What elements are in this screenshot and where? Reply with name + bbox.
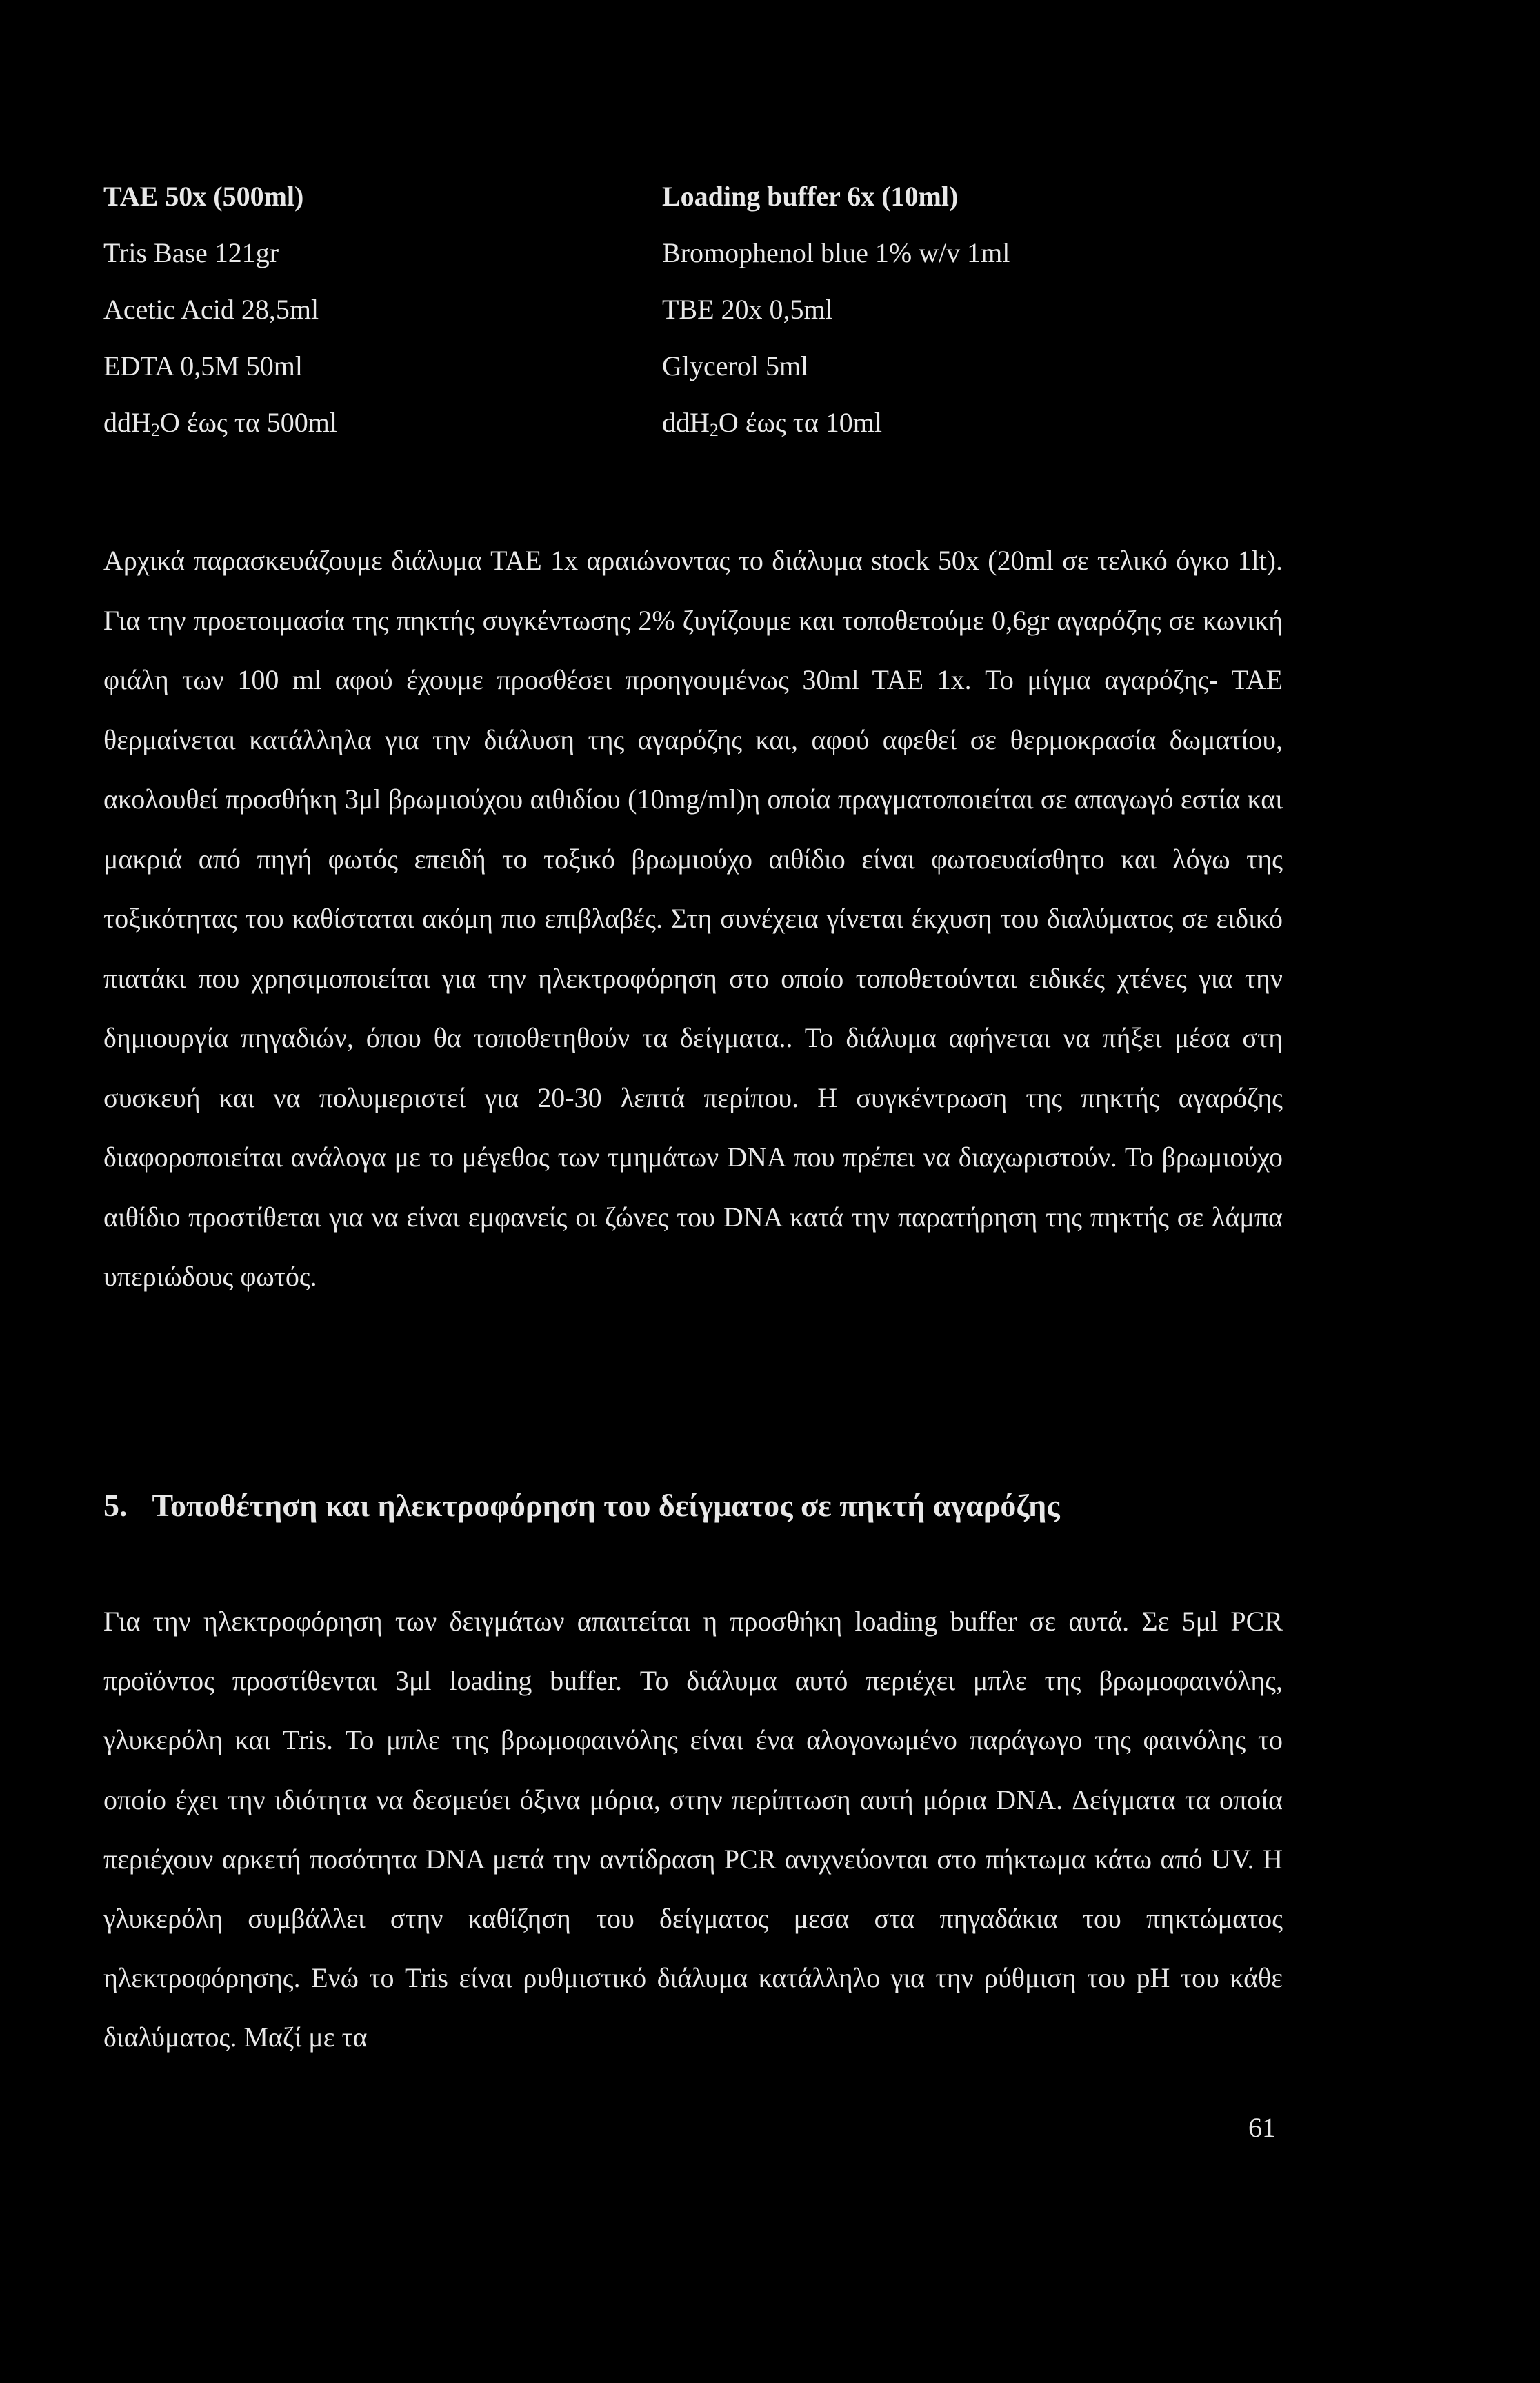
tae-ingredient-water	[103, 402, 641, 443]
loading-buffer-title: Loading buffer 6x (10ml)	[662, 181, 959, 212]
page-number: 61	[1248, 2112, 1276, 2143]
loading-buffer-ingredient: Bromophenol blue 1% w/v 1ml	[662, 237, 1010, 268]
tae-recipe	[103, 176, 641, 459]
tae-ingredient: Tris Base 121gr	[103, 237, 279, 268]
tae-ingredient: Acetic Acid 28,5ml	[103, 294, 319, 325]
section-heading	[103, 1476, 1283, 1535]
water-prefix: ddH	[662, 407, 710, 438]
tae-recipe-title: TAE 50x (500ml)	[103, 181, 304, 212]
water-prefix: ddH	[103, 407, 151, 438]
electrophoresis-paragraph: Για την ηλεκτροφόρηση των δειγμάτων απαιτείται η προσθήκη loading buffer σε αυτά. Σε 5μl PCR προϊόντος προστίθενται 3μl loading buffer. Το διάλυμα αυτό περιέχει μπλε της βρωμοφαινόλης, γλυκερόλη και Tris. Το μπλε της βρωμοφαινόλης είναι ένα αλογονωμένο παράγωγο της φαινόλης το οποίο έχει την ιδιότητα να δεσμεύει όξινα μόρια, στην περίπτωση αυτή μόρια DNA. Δείγματα τα οποία περιέχουν αρκετή ποσότητα DNA μετά την αντίδραση PCR ανιχνεύονται στο πήκτωμα κάτω από UV. Η γλυκερόλη συμβάλλει στην καθίζηση του δείγματος μεσα στα πηγαδάκια του πηκτώματος ηλεκτροφόρησης. Ενώ το Tris είναι ρυθμιστικό διάλυμα κατάλληλο για την ρύθμιση του pH του κάθε διαλύματος. Μαζί με τα	[103, 1606, 1283, 2053]
loading-buffer-recipe	[662, 176, 1455, 459]
tae-ingredient: EDTA 0,5M 50ml	[103, 350, 303, 381]
water-subscript: 2	[150, 420, 160, 440]
water-suffix: O έως τα 10ml	[718, 407, 882, 438]
section-title: Τοποθέτηση και ηλεκτροφόρηση του δείγματος σε πηκτή αγαρόζης	[152, 1488, 1060, 1523]
water-subscript: 2	[709, 420, 719, 440]
loading-buffer-ingredient: Glycerol 5ml	[662, 350, 809, 381]
loading-buffer-ingredient: TBE 20x 0,5ml	[662, 294, 833, 325]
gel-preparation-paragraph: Αρχικά παρασκευάζουμε διάλυμα TAE 1x αραιώνοντας το διάλυμα stock 50x (20ml σε τελικό όγκο 1lt). Για την προετοιμασία της πηκτής συγκέντωσης 2% ζυγίζουμε και τοποθετούμε 0,6gr αγαρόζης σε κωνική φιάλη των 100 ml αφού έχουμε προσθέσει προηγουμένως 30ml TAE 1x. Το μίγμα αγαρόζης- TAE θερμαίνεται κατάλληλα για την διάλυση της αγαρόζης και, αφού αφεθεί σε θερμοκρασία δωματίου, ακολουθεί προσθήκη 3μl βρωμιούχου αιθιδίου (10mg/ml)η οποία πραγματοποιείται σε απαγωγό εστία και μακριά από πηγή φωτός επειδή το τοξικό βρωμιούχο αιθίδιο είναι φωτοευαίσθητο και λόγω της τοξικότητας του καθίσταται ακόμη πιο επιβλαβές. Στη συνέχεια γίνεται έκχυση του διαλύματος σε ειδικό πιατάκι που χρησιμοποιείται για την ηλεκτροφόρηση στο οποίο τοποθετούνται ειδικές χτένες για την δημιουργία πηγαδιών, όπου θα τοποθετηθούν τα δείγματα.. Το διάλυμα αφήνεται να πήξει μέσα στη συσκευή και να πολυμεριστεί για 20-30 λεπτά περίπου. Η συγκέντρωση της πηκτής αγαρόζης διαφοροποιείται ανάλογα με το μέγεθος των τμημάτων DNA που πρέπει να διαχωριστούν. Το βρωμιούχο αιθίδιο προστίθεται για να είναι εμφανείς οι ζώνες του DNA κατά την παρατήρηση της πηκτής σε λάμπα υπεριώδους φωτός.	[103, 545, 1283, 1292]
section-number: 5.	[103, 1488, 128, 1523]
water-suffix: O έως τα 500ml	[159, 407, 337, 438]
loading-buffer-ingredient-water	[662, 402, 1455, 443]
